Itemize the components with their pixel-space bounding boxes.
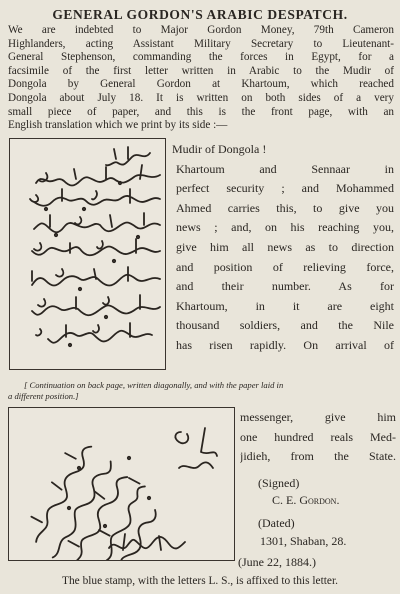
caption: The blue stamp, with the letters L. S., is affixed to this letter. [62,575,338,587]
translation-line: thousand soldiers, and the Nile [176,318,394,333]
article-title: GENERAL GORDON'S ARABIC DESPATCH. [52,7,348,22]
continuation-note-line: [ Continuation on back page, written diagonally, and with the paper laid in [24,380,284,390]
translation-line: messenger, give him [240,410,396,424]
translation-line: Ahmed carries this, to give you [176,200,394,215]
translation-line: perfect security ; and Mohammed [176,181,394,196]
translation-line: news ; and, on his reaching you, [176,220,394,235]
arabic-facsimile-back [8,407,235,561]
arabic-facsimile-front [9,138,166,370]
continuation-note [8,380,394,402]
intro-line: Highlanders, acting Assistant Military Secretary to Lieutenant- [8,37,394,50]
intro-line: Dongola about July 18. It is written on both sides of a very [8,91,394,104]
translation-column-1 [172,140,394,356]
translation-line: has risen rapidly. On arrival of [176,337,394,352]
translation-line: Khartoum and Sennaar in [176,161,394,176]
intro-line: facsimile of the first letter written in Arabic to the Mudir of [8,64,394,77]
intro-paragraph [8,24,394,133]
intro-line: English translation which we print by its side :— [8,119,228,132]
continuation-note-line: a different position.] [8,391,79,401]
signed-label: (Signed) [258,476,300,490]
translation-body-1 [172,160,394,356]
arabic-handwriting-front [10,139,165,369]
date-gregorian: (June 22, 1884.) [238,555,316,569]
translation-line: jidieh, from the State. [240,449,396,464]
salutation: Mudir of Dongola ! [172,142,267,156]
intro-line: small piece of paper, and this is the front page, with an [8,105,394,118]
translation-column-2 [240,408,396,467]
intro-line: We are indebted to Major Gordon Money, 79th Cameron [8,24,394,36]
translation-line: and position of relieving force, [176,259,394,274]
translation-line: give him all news as to direction [176,239,394,254]
arabic-handwriting-back [9,408,234,560]
translation-line: and their number. As for [176,279,394,294]
translation-line: Khartoum, in it are eight [176,298,394,313]
translation-line: one hundred reals Med- [240,429,396,444]
signature: C. E. Gordon. [272,493,340,507]
intro-line: Dongola by General Gordon at Khartoum, which reached [8,78,394,91]
intro-line: General Stephenson, commanding the forces in Egypt, for a [8,51,394,64]
date-hijri: 1301, Shaban, 28. [260,534,347,548]
dated-label: (Dated) [258,516,295,530]
